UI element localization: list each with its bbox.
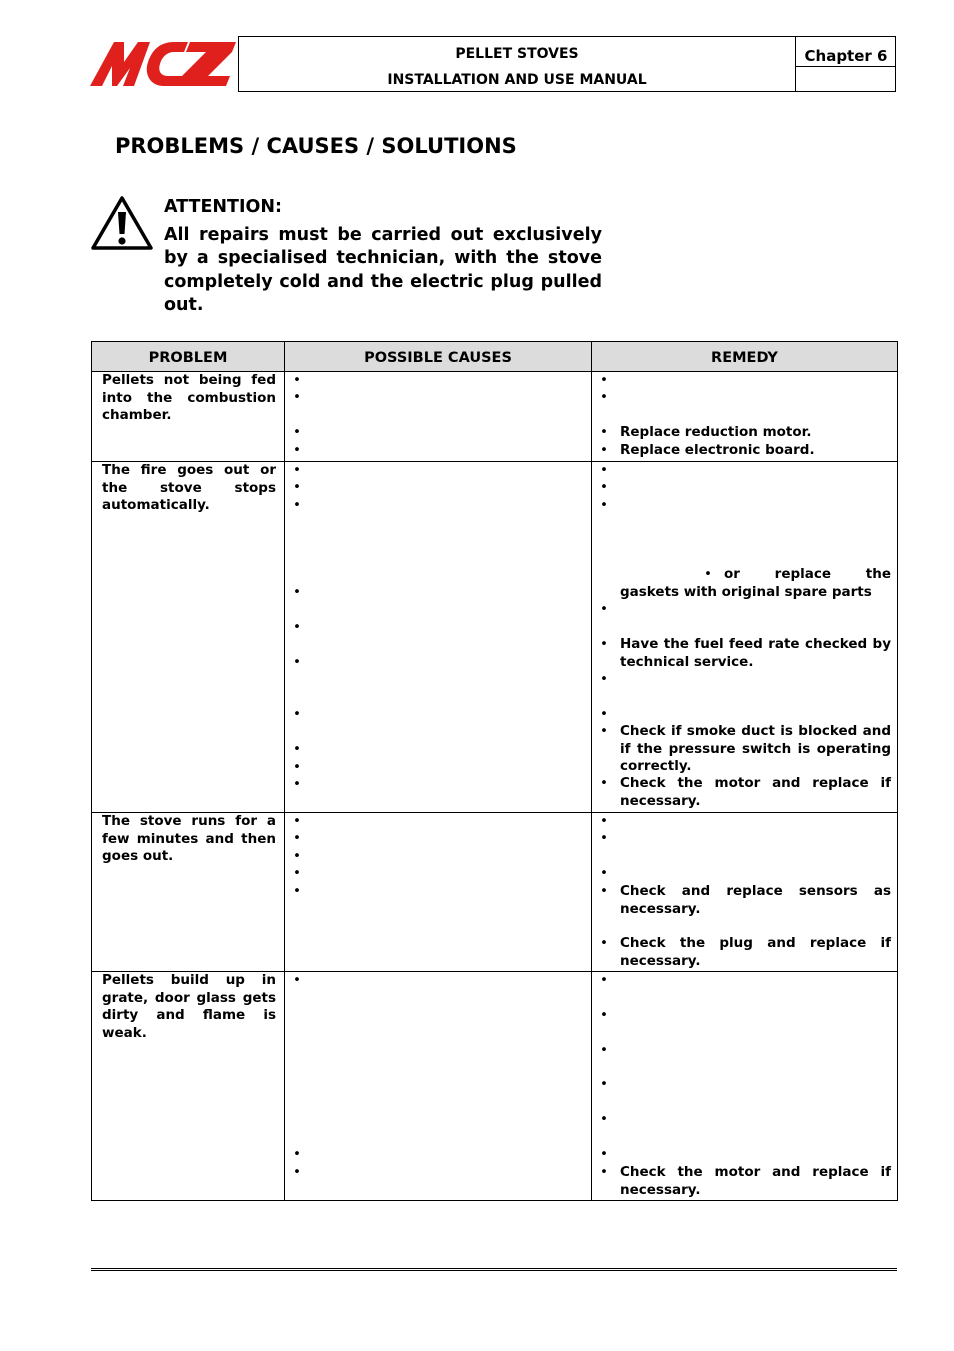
cause-item [291, 865, 585, 883]
footer-rule [91, 1268, 897, 1271]
remedy-item [598, 1007, 891, 1025]
cause-item [291, 619, 585, 637]
cause-item [291, 1164, 585, 1182]
cause-item [291, 497, 585, 515]
problem-cell: Pellets build up in grate, door glass gets dirty and flame is weak. [92, 972, 285, 1201]
remedy-item: • Check the motor and replace if necessary. [598, 1164, 891, 1199]
remedy-item [598, 601, 891, 619]
remedy-item [598, 972, 891, 990]
remedy-item [598, 462, 891, 480]
remedy-item: • Check and replace sensors as necessary. [598, 883, 891, 918]
remedy-list [592, 462, 897, 812]
table-header-row [92, 342, 898, 372]
cause-item [291, 389, 585, 407]
header-possible-causes: POSSIBLE CAUSES [285, 342, 592, 372]
causes-cell [285, 972, 592, 1201]
cause-item [291, 462, 585, 480]
table-row [92, 372, 898, 462]
causes-list [285, 813, 591, 971]
remedy-item [598, 830, 891, 848]
cause-item [291, 883, 585, 901]
problem-cell: Pellets not being fed into the combustion chamber. [92, 372, 285, 462]
cause-item [291, 972, 585, 990]
cause-item [291, 830, 585, 848]
attention-heading: ATTENTION: [164, 197, 283, 217]
chapter-label: Chapter 6 [796, 37, 896, 67]
cause-item [291, 776, 585, 794]
causes-cell [285, 813, 592, 972]
header-line-2: INSTALLATION AND USE MANUAL [387, 72, 647, 88]
remedy-item [598, 1111, 891, 1129]
causes-cell [285, 372, 592, 462]
remedy-item [598, 1146, 891, 1164]
problems-table [91, 341, 898, 1201]
remedy-item: • Replace electronic board. [598, 442, 891, 460]
cause-item [291, 442, 585, 460]
header-box [238, 36, 896, 92]
cause-item [291, 584, 585, 602]
remedy-cell [592, 462, 898, 813]
table-body [92, 372, 898, 1201]
cause-item [291, 706, 585, 724]
remedy-item [598, 706, 891, 724]
cause-item [291, 654, 585, 672]
cause-item [291, 1146, 585, 1164]
remedy-cell [592, 372, 898, 462]
remedy-item [598, 865, 891, 883]
remedy-list [592, 813, 897, 971]
remedy-item [598, 1042, 891, 1060]
attention-notice [164, 196, 602, 318]
remedy-list [592, 372, 897, 461]
causes-list [285, 972, 591, 1200]
cause-item [291, 759, 585, 777]
remedy-item: • Check if smoke duct is blocked and if the pressure switch is operating correctly. [598, 723, 891, 776]
remedy-item: • Replace reduction motor. [598, 424, 891, 442]
header-title-block [239, 37, 796, 91]
header-problem: PROBLEM [92, 342, 285, 372]
attention-body: All repairs must be carried out exclusively by a specialised technician, with the stove completely cold and the electric plug pulled out. [164, 224, 602, 315]
mcz-logo [90, 40, 236, 88]
cause-item [291, 372, 585, 390]
cause-item [291, 424, 585, 442]
cause-item [291, 479, 585, 497]
causes-list [285, 462, 591, 812]
causes-cell [285, 462, 592, 813]
remedy-item [598, 813, 891, 831]
table-row [92, 462, 898, 813]
remedy-cell [592, 813, 898, 972]
remedy-cell [592, 972, 898, 1201]
remedy-list [592, 972, 897, 1200]
remedy-item: • Check the motor and replace if necessary. [598, 775, 891, 810]
problem-cell: The stove runs for a few minutes and then goes out. [92, 813, 285, 972]
causes-list [285, 372, 591, 461]
remedy-item [598, 389, 891, 407]
remedy-item [598, 1076, 891, 1094]
remedy-item [598, 671, 891, 689]
remedy-item [598, 497, 891, 515]
remedy-item: • or replace the gaskets with original spare parts [598, 566, 891, 601]
problem-cell: The fire goes out or the stove stops automatically. [92, 462, 285, 813]
table-row [92, 972, 898, 1201]
warning-icon [90, 195, 154, 251]
cause-item [291, 848, 585, 866]
remedy-item: • Have the fuel feed rate checked by technical service. [598, 636, 891, 671]
table-row [92, 813, 898, 972]
remedy-item [598, 479, 891, 497]
remedy-item [598, 372, 891, 390]
header-line-1: PELLET STOVES [455, 46, 579, 62]
remedy-item: • Check the plug and replace if necessary. [598, 935, 891, 970]
header-remedy: REMEDY [592, 342, 898, 372]
cause-item [291, 741, 585, 759]
cause-item [291, 813, 585, 831]
page-title: PROBLEMS / CAUSES / SOLUTIONS [115, 134, 517, 158]
